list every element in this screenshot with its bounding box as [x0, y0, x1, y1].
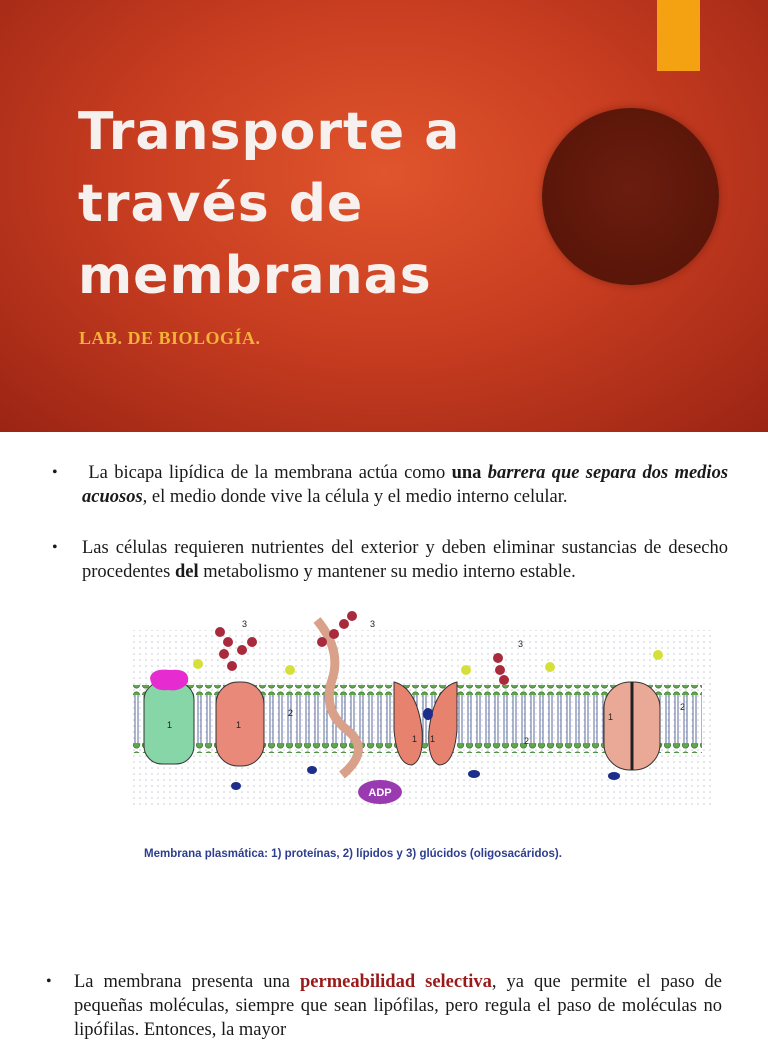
slide-title: Transporte a través de membranas	[78, 102, 461, 306]
accent-bar	[657, 0, 700, 71]
svg-text:1: 1	[236, 720, 242, 730]
decorative-circle	[542, 108, 719, 285]
adp-label: ADP	[368, 787, 392, 799]
glucid-label: 3	[370, 619, 376, 629]
paragraph-permeabilidad: La membrana presenta una permeabilidad selectiva, ya que permite el paso de pequeñas moléculas, siempre que sean lipófilas, pero regula el paso de moléculas no lipófilas. Entonces, la mayor	[74, 972, 722, 1040]
slide-subtitle: LAB. DE BIOLOGÍA.	[79, 328, 261, 348]
title-slide	[0, 0, 768, 432]
membrane-diagram	[132, 610, 712, 810]
bullet-icon: •	[46, 973, 52, 990]
svg-text:1: 1	[430, 734, 436, 744]
svg-text:1: 1	[167, 720, 173, 730]
glucid-label: 3	[518, 639, 524, 649]
paragraph-bicapa: La bicapa lipídica de la membrana actúa como una barrera que separa dos medios acuosos, el medio donde vive la célula y el medio interno celular.	[82, 463, 729, 507]
paragraph-nutrientes: Las células requieren nutrientes del exterior y deben eliminar sustancias de desecho procedentes del metabolismo y mantener su medio interno estable.	[82, 538, 728, 582]
svg-text:1: 1	[412, 734, 418, 744]
svg-text:2: 2	[288, 708, 294, 718]
bullet-icon: •	[52, 464, 58, 481]
protein-magenta-cap	[150, 670, 188, 691]
svg-text:2: 2	[524, 736, 530, 746]
glucid-label: 3	[242, 619, 248, 629]
svg-text:2: 2	[680, 702, 686, 712]
svg-text:1: 1	[608, 712, 614, 722]
figure-caption: Membrana plasmática: 1) proteínas, 2) lípidos y 3) glúcidos (oligosacáridos).	[144, 848, 562, 860]
bullet-icon: •	[52, 539, 58, 556]
